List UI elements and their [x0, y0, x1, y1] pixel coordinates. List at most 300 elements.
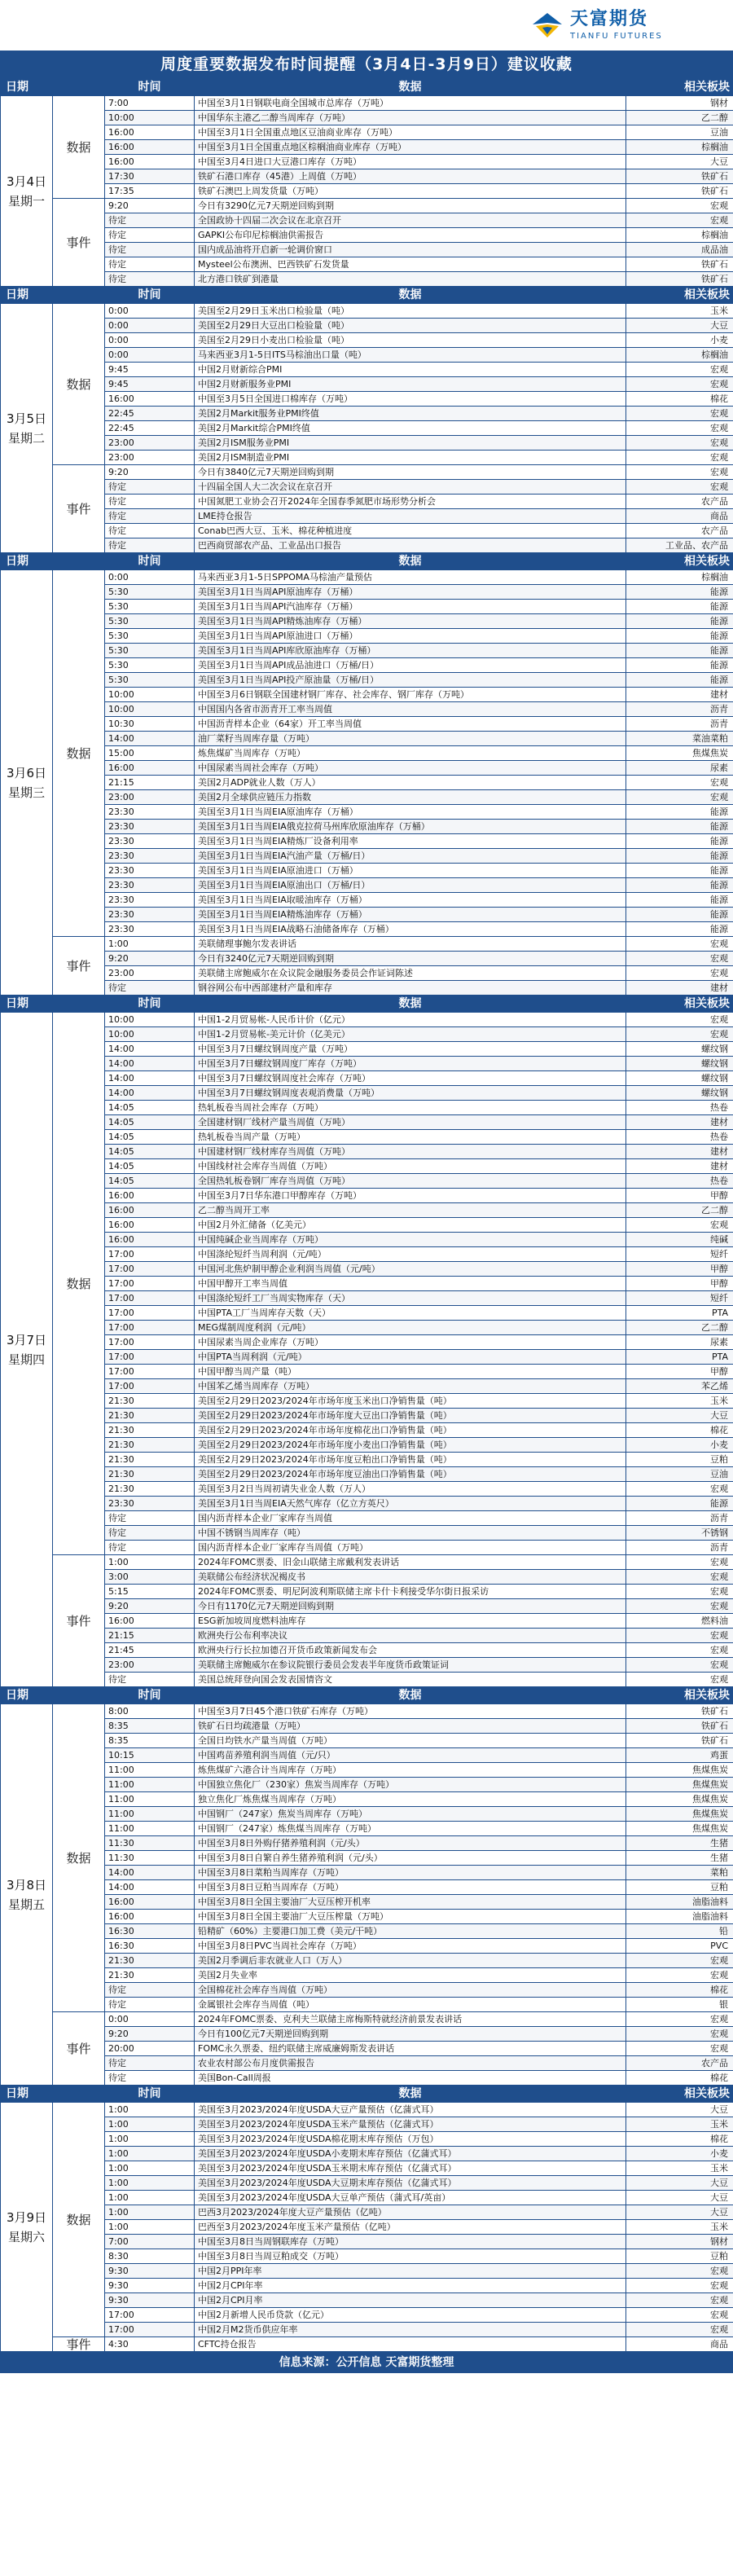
- row-data: 中国2月外汇储备（亿美元）: [195, 1218, 626, 1233]
- row-time: 17:00: [105, 2323, 195, 2337]
- row-sector: 铁矿石: [626, 257, 733, 272]
- table-row: [1, 2071, 733, 2086]
- row-data: 美国至3月1日当周EIA战略石油储备库存（万桶）: [195, 922, 626, 937]
- table-row: [1, 981, 733, 996]
- row-data: 全国热轧板卷钢厂库存当周值（万吨）: [195, 1174, 626, 1189]
- table-row: [1, 2117, 733, 2132]
- day-label: 3月9日星期六: [1, 2103, 53, 2352]
- row-data: 美国2月Markit服务业PMI终值: [195, 407, 626, 421]
- table-row: [1, 1836, 733, 1851]
- row-time: 23:00: [105, 436, 195, 451]
- row-time: 待定: [105, 495, 195, 509]
- row-data: 2024年FOMC票委、明尼阿波利斯联储主席卡什卡利接受华尔街日报采访: [195, 1585, 626, 1599]
- table-row: [1, 790, 733, 805]
- row-time: 待定: [105, 2071, 195, 2086]
- table-row: [1, 304, 733, 319]
- header-sector: 相关板块: [626, 287, 733, 304]
- row-sector: 铁矿石: [626, 1719, 733, 1734]
- row-data: 国内沥青样本企业厂家库存当周值: [195, 1511, 626, 1526]
- row-sector: 大豆: [626, 2191, 733, 2205]
- table-row: [1, 908, 733, 922]
- row-sector: 棉花: [626, 392, 733, 407]
- row-data: 国内沥青样本企业厂家库存当周值（万吨）: [195, 1541, 626, 1555]
- row-data: 热轧板卷当周产量（万吨）: [195, 1130, 626, 1145]
- row-data: 中国至3月8日全国主要油厂大豆压榨量（万吨）: [195, 1910, 626, 1924]
- row-data: 美国总统拜登向国会发表国情咨文: [195, 1673, 626, 1687]
- row-sector: PVC: [626, 1939, 733, 1954]
- table-row: [1, 1115, 733, 1130]
- row-sector: PTA: [626, 1306, 733, 1321]
- row-sector: 宏观: [626, 1570, 733, 1585]
- table-row: [1, 1939, 733, 1954]
- row-sector: 能源: [626, 908, 733, 922]
- column-header-row: [1, 2086, 733, 2103]
- row-sector: 玉米: [626, 2161, 733, 2176]
- row-time: 16:00: [105, 1189, 195, 1203]
- row-sector: 纯碱: [626, 1233, 733, 1247]
- row-data: 美国至3月1日当周EIA精炼厂设备利用率: [195, 834, 626, 849]
- row-time: 17:00: [105, 1291, 195, 1306]
- row-time: 21:30: [105, 1482, 195, 1497]
- row-time: 待定: [105, 272, 195, 287]
- table-row: [1, 1555, 733, 1570]
- row-time: 10:00: [105, 1027, 195, 1042]
- row-time: 17:35: [105, 184, 195, 199]
- table-row: [1, 614, 733, 629]
- schedule-table: [0, 78, 733, 2352]
- row-time: 14:05: [105, 1115, 195, 1130]
- row-sector: 商品: [626, 2337, 733, 2352]
- header-date: 日期: [1, 2086, 105, 2103]
- category-label: 数据: [53, 304, 105, 465]
- row-time: 8:35: [105, 1719, 195, 1734]
- row-data: 炼焦煤矿当周库存（万吨）: [195, 746, 626, 761]
- row-sector: 能源: [626, 585, 733, 600]
- row-sector: 小麦: [626, 2147, 733, 2161]
- row-sector: 宏观: [626, 465, 733, 480]
- table-row: [1, 2235, 733, 2249]
- row-time: 待定: [105, 1673, 195, 1687]
- row-data: 中国氮肥工业协会召开2024年全国春季氮肥市场形势分析会: [195, 495, 626, 509]
- row-time: 11:30: [105, 1836, 195, 1851]
- row-sector: 大豆: [626, 1409, 733, 1423]
- row-sector: 玉米: [626, 2220, 733, 2235]
- row-time: 14:00: [105, 1057, 195, 1071]
- table-row: [1, 2249, 733, 2264]
- table-row: [1, 1291, 733, 1306]
- row-data: 美国至2月29日2023/2024年市场年度玉米出口净销售量（吨）: [195, 1394, 626, 1409]
- row-sector: 焦煤焦炭: [626, 1822, 733, 1836]
- table-row: [1, 673, 733, 688]
- table-row: [1, 1983, 733, 1998]
- row-sector: 能源: [626, 805, 733, 820]
- row-data: 炼焦煤矿六港合计当周库存（万吨）: [195, 1763, 626, 1778]
- row-data: 美国至3月1日当周API投产原油量（万桶/日）: [195, 673, 626, 688]
- row-time: 11:00: [105, 1822, 195, 1836]
- row-sector: 宏观: [626, 952, 733, 966]
- header-date: 日期: [1, 79, 105, 96]
- row-sector: 宏观: [626, 2027, 733, 2042]
- table-row: [1, 333, 733, 348]
- row-data: 中国至3月7日45个港口铁矿石库存（万吨）: [195, 1704, 626, 1719]
- row-time: 16:00: [105, 1203, 195, 1218]
- row-data: 今日有3840亿元7天期逆回购到期: [195, 465, 626, 480]
- row-data: 中国至3月7日螺纹钢周度厂库存（万吨）: [195, 1057, 626, 1071]
- table-row: [1, 243, 733, 257]
- row-sector: 能源: [626, 644, 733, 658]
- row-time: 11:00: [105, 1807, 195, 1822]
- row-data: 中国至3月7日华东港口甲醇库存（万吨）: [195, 1189, 626, 1203]
- row-sector: 大豆: [626, 2205, 733, 2220]
- table-row: [1, 1482, 733, 1497]
- row-data: 美国至3月2023/2024年度USDA大豆产量预估（亿蒲式耳）: [195, 2103, 626, 2117]
- row-sector: 菜油菜粕: [626, 732, 733, 746]
- table-row: [1, 2027, 733, 2042]
- row-time: 5:15: [105, 1585, 195, 1599]
- table-row: [1, 407, 733, 421]
- row-sector: 焦煤焦炭: [626, 1778, 733, 1792]
- row-data: 乙二醇当周开工率: [195, 1203, 626, 1218]
- row-sector: 玉米: [626, 304, 733, 319]
- table-row: [1, 184, 733, 199]
- row-data: 油厂菜籽当周库存量（万吨）: [195, 732, 626, 746]
- table-row: [1, 585, 733, 600]
- row-data: 全国建材钢厂线材产量当周值（万吨）: [195, 1115, 626, 1130]
- row-sector: 螺纹钢: [626, 1086, 733, 1101]
- header-time: 时间: [105, 79, 195, 96]
- row-data: 中国至3月8日PVC当周社会库存（万吨）: [195, 1939, 626, 1954]
- table-row: [1, 1218, 733, 1233]
- row-sector: 油脂油料: [626, 1895, 733, 1910]
- table-row: [1, 1379, 733, 1394]
- table-row: [1, 893, 733, 908]
- row-data: GAPKI公布印尼棕榈油供需报告: [195, 228, 626, 243]
- row-sector: 宏观: [626, 2293, 733, 2308]
- footer-source: 信息来源：公开信息 天富期货整理: [0, 2352, 733, 2373]
- row-sector: 宏观: [626, 2264, 733, 2279]
- row-sector: 宏观: [626, 213, 733, 228]
- row-data: 美联储理事鲍尔发表讲话: [195, 937, 626, 952]
- table-row: [1, 2293, 733, 2308]
- row-time: 21:30: [105, 1453, 195, 1467]
- row-time: 23:30: [105, 893, 195, 908]
- table-row: [1, 570, 733, 585]
- table-row: [1, 1673, 733, 1687]
- row-sector: 商品: [626, 509, 733, 524]
- row-data: 美国至3月1日当周EIA精炼油库存（万桶）: [195, 908, 626, 922]
- row-data: 中国独立焦化厂（230家）焦炭当周库存（万吨）: [195, 1778, 626, 1792]
- row-data: 巴西至3月2023/2024年度玉米产量预估（亿吨）: [195, 2220, 626, 2235]
- row-data: 北方港口铁矿到港量: [195, 272, 626, 287]
- row-sector: 宏观: [626, 377, 733, 392]
- row-time: 4:30: [105, 2337, 195, 2352]
- row-sector: 沥青: [626, 1541, 733, 1555]
- table-row: [1, 1792, 733, 1807]
- row-sector: 能源: [626, 849, 733, 864]
- table-row: [1, 1585, 733, 1599]
- row-data: 美联储主席鲍威尔在参议院银行委员会发表半年度货币政策证词: [195, 1658, 626, 1673]
- row-data: 中国至3月7日螺纹钢周度社会库存（万吨）: [195, 1071, 626, 1086]
- row-sector: 宏观: [626, 2323, 733, 2337]
- row-time: 21:30: [105, 1968, 195, 1983]
- row-time: 23:30: [105, 1497, 195, 1511]
- row-data: 美国2月失业率: [195, 1968, 626, 1983]
- brand-wordmark: [570, 8, 709, 42]
- table-row: [1, 392, 733, 407]
- row-data: Mysteel公布澳洲、巴西铁矿石发货量: [195, 257, 626, 272]
- row-sector: 宏观: [626, 436, 733, 451]
- page-title: 周度重要数据发布时间提醒（3月4日-3月9日）建议收藏: [0, 51, 733, 78]
- row-time: 16:00: [105, 1910, 195, 1924]
- table-row: [1, 864, 733, 878]
- row-data: 美国至2月29日大豆出口检验量（吨）: [195, 319, 626, 333]
- row-data: 巴西3月2023/2024年度大豆产量预估（亿吨）: [195, 2205, 626, 2220]
- row-time: 23:30: [105, 878, 195, 893]
- table-row: [1, 1042, 733, 1057]
- table-row: [1, 1057, 733, 1071]
- row-data: 中国至3月7日螺纹钢周度产量（万吨）: [195, 1042, 626, 1057]
- row-data: 中国至3月8日自繁自养生猪养殖利润（元/头）: [195, 1851, 626, 1866]
- row-sector: 尿素: [626, 761, 733, 776]
- table-row: [1, 199, 733, 213]
- row-sector: 棉花: [626, 1423, 733, 1438]
- row-sector: 苯乙烯: [626, 1379, 733, 1394]
- row-time: 待定: [105, 1511, 195, 1526]
- table-row: [1, 2205, 733, 2220]
- row-sector: 豆粕: [626, 1453, 733, 1467]
- row-sector: 宏观: [626, 1954, 733, 1968]
- table-row: [1, 805, 733, 820]
- table-row: [1, 1778, 733, 1792]
- row-sector: 建材: [626, 981, 733, 996]
- table-row: [1, 2220, 733, 2235]
- row-data: 中国线材社会库存当周值（万吨）: [195, 1159, 626, 1174]
- row-data: 美国至3月1日当周EIA原油出口（万桶/日）: [195, 878, 626, 893]
- table-row: [1, 2337, 733, 2352]
- row-time: 21:45: [105, 1643, 195, 1658]
- day-label: 3月5日星期二: [1, 304, 53, 553]
- row-sector: 宏观: [626, 1968, 733, 1983]
- row-sector: 生猪: [626, 1851, 733, 1866]
- table-row: [1, 348, 733, 363]
- row-data: 中国至3月8日当周豆粕成交（万吨）: [195, 2249, 626, 2264]
- row-data: 中国至3月1日钢联电商全国城市总库存（万吨）: [195, 96, 626, 111]
- row-sector: 螺纹钢: [626, 1042, 733, 1057]
- row-time: 待定: [105, 509, 195, 524]
- table-row: [1, 1467, 733, 1482]
- row-time: 17:00: [105, 1335, 195, 1350]
- brand-name-cn: 天富期货: [570, 9, 649, 29]
- table-row: [1, 1145, 733, 1159]
- row-sector: 宏观: [626, 1013, 733, 1027]
- table-row: [1, 1541, 733, 1555]
- table-row: [1, 1629, 733, 1643]
- header-data: 数据: [195, 996, 626, 1013]
- table-row: [1, 1719, 733, 1734]
- row-sector: 玉米: [626, 2117, 733, 2132]
- table-row: [1, 1851, 733, 1866]
- row-sector: 建材: [626, 688, 733, 702]
- row-data: 美国至2月29日2023/2024年市场年度豆粕出口净销售量（吨）: [195, 1453, 626, 1467]
- row-data: 今日有100亿元7天期逆回购到期: [195, 2027, 626, 2042]
- table-row: [1, 820, 733, 834]
- row-data: 美国2月季调后非农就业人口（万人）: [195, 1954, 626, 1968]
- table-row: [1, 2191, 733, 2205]
- category-label: 数据: [53, 1013, 105, 1555]
- row-data: LME持仓报告: [195, 509, 626, 524]
- table-row: [1, 1734, 733, 1748]
- row-sector: 能源: [626, 820, 733, 834]
- row-sector: 宏观: [626, 480, 733, 495]
- row-time: 1:00: [105, 1555, 195, 1570]
- row-time: 9:20: [105, 465, 195, 480]
- row-sector: PTA: [626, 1350, 733, 1365]
- row-sector: 宏观: [626, 1555, 733, 1570]
- row-sector: 建材: [626, 1115, 733, 1130]
- row-data: 美国至2月29日小麦出口检验量（吨）: [195, 333, 626, 348]
- table-row: [1, 509, 733, 524]
- row-data: 农业农村部公布月度供需报告: [195, 2056, 626, 2071]
- row-data: 美国至2月29日2023/2024年市场年度小麦出口净销售量（吨）: [195, 1438, 626, 1453]
- category-label: 数据: [53, 96, 105, 199]
- row-sector: 宏观: [626, 1585, 733, 1599]
- row-sector: 铁矿石: [626, 169, 733, 184]
- table-row: [1, 1306, 733, 1321]
- header-time: 时间: [105, 1687, 195, 1704]
- row-sector: 热卷: [626, 1174, 733, 1189]
- row-sector: 乙二醇: [626, 111, 733, 125]
- header-date: 日期: [1, 996, 105, 1013]
- row-data: FOMC永久票委、纽约联储主席威廉姆斯发表讲话: [195, 2042, 626, 2056]
- row-time: 14:05: [105, 1145, 195, 1159]
- header-date: 日期: [1, 553, 105, 570]
- row-data: 中国1-2月贸易帐-美元计价（亿美元）: [195, 1027, 626, 1042]
- row-data: 国内成品油将开启新一轮调价窗口: [195, 243, 626, 257]
- row-data: 欧洲央行行长拉加德召开货币政策新闻发布会: [195, 1643, 626, 1658]
- table-row: [1, 2323, 733, 2337]
- row-sector: 宏观: [626, 966, 733, 981]
- row-time: 17:30: [105, 169, 195, 184]
- row-data: 美联储公布经济状况褐皮书: [195, 1570, 626, 1585]
- day-label: 3月4日星期一: [1, 96, 53, 287]
- table-row: [1, 1526, 733, 1541]
- table-row: [1, 776, 733, 790]
- row-data: 美国至3月1日当周EIA天然气库存（亿立方英尺）: [195, 1497, 626, 1511]
- table-row: [1, 952, 733, 966]
- table-row: [1, 1763, 733, 1778]
- category-label: 事件: [53, 465, 105, 553]
- row-time: 21:15: [105, 1629, 195, 1643]
- row-time: 16:30: [105, 1924, 195, 1939]
- row-data: 铅精矿（60%）主要港口加工费（美元/干吨）: [195, 1924, 626, 1939]
- table-row: [1, 1968, 733, 1983]
- row-data: 铁矿石澳巴上周发货量（万吨）: [195, 184, 626, 199]
- column-header-row: [1, 287, 733, 304]
- row-time: 9:20: [105, 1599, 195, 1614]
- row-data: 中国2月CPI年率: [195, 2279, 626, 2293]
- table-row: [1, 1880, 733, 1895]
- row-sector: 短纤: [626, 1247, 733, 1262]
- row-time: 待定: [105, 538, 195, 553]
- row-data: 中国纯碱企业当周库存（万吨）: [195, 1233, 626, 1247]
- table-row: [1, 922, 733, 937]
- row-time: 17:00: [105, 2308, 195, 2323]
- row-sector: 工业品、农产品: [626, 538, 733, 553]
- row-data: 中国苯乙烯当周库存（万吨）: [195, 1379, 626, 1394]
- table-row: [1, 1130, 733, 1145]
- row-time: 0:00: [105, 348, 195, 363]
- row-data: 美国至3月2023/2024年度USDA大豆单产预估（蒲式耳/英亩）: [195, 2191, 626, 2205]
- row-sector: 甲醇: [626, 1277, 733, 1291]
- row-time: 9:45: [105, 363, 195, 377]
- row-time: 14:00: [105, 1071, 195, 1086]
- row-data: 中国2月PPI年率: [195, 2264, 626, 2279]
- table-row: [1, 155, 733, 169]
- row-time: 16:00: [105, 1895, 195, 1910]
- row-data: 美国至2月29日2023/2024年市场年度棉花出口净销售量（吨）: [195, 1423, 626, 1438]
- row-data: 中国鸡苗养殖利润当周值（元/只）: [195, 1748, 626, 1763]
- row-data: 今日有3240亿元7天期逆回购到期: [195, 952, 626, 966]
- row-time: 17:00: [105, 1277, 195, 1291]
- table-row: [1, 319, 733, 333]
- row-sector: 农产品: [626, 2056, 733, 2071]
- row-sector: 棕榈油: [626, 228, 733, 243]
- row-sector: 铁矿石: [626, 272, 733, 287]
- category-label: 事件: [53, 2337, 105, 2352]
- row-time: 7:00: [105, 96, 195, 111]
- row-sector: 能源: [626, 673, 733, 688]
- row-sector: 宏观: [626, 1482, 733, 1497]
- table-row: [1, 1570, 733, 1585]
- row-sector: 铁矿石: [626, 184, 733, 199]
- row-data: 中国至3月8日全国主要油厂大豆压榨开机率: [195, 1895, 626, 1910]
- row-sector: 油脂油料: [626, 1910, 733, 1924]
- row-time: 1:00: [105, 2117, 195, 2132]
- table-row: [1, 2056, 733, 2071]
- row-time: 10:00: [105, 111, 195, 125]
- table-row: [1, 1423, 733, 1438]
- table-row: [1, 2308, 733, 2323]
- table-row: [1, 1497, 733, 1511]
- row-data: 中国沥青样本企业（64家）开工率当周值: [195, 717, 626, 732]
- row-data: 美国至3月1日当周API汽油库存（万桶）: [195, 600, 626, 614]
- row-sector: 宏观: [626, 363, 733, 377]
- table-row: [1, 2279, 733, 2293]
- table-row: [1, 1233, 733, 1247]
- brand-logo-icon: [531, 11, 564, 39]
- row-data: 美国至3月1日当周EIA俄克拉荷马州库欣原油库存（万桶）: [195, 820, 626, 834]
- row-time: 16:00: [105, 1614, 195, 1629]
- row-data: 中国钢厂（247家）炼焦煤当周库存（万吨）: [195, 1822, 626, 1836]
- row-sector: 能源: [626, 629, 733, 644]
- row-sector: 宏观: [626, 1643, 733, 1658]
- row-time: 14:00: [105, 732, 195, 746]
- row-data: 美国至2月29日玉米出口检验量（吨）: [195, 304, 626, 319]
- row-time: 11:30: [105, 1851, 195, 1866]
- row-time: 16:30: [105, 1939, 195, 1954]
- row-time: 21:30: [105, 1423, 195, 1438]
- row-time: 1:00: [105, 2161, 195, 2176]
- row-data: 美国至3月1日当周EIA取暖油库存（万桶）: [195, 893, 626, 908]
- row-sector: 生猪: [626, 1836, 733, 1851]
- row-time: 9:30: [105, 2264, 195, 2279]
- row-time: 14:05: [105, 1174, 195, 1189]
- table-row: [1, 966, 733, 981]
- table-row: [1, 125, 733, 140]
- row-sector: 农产品: [626, 524, 733, 538]
- row-time: 9:20: [105, 2027, 195, 2042]
- row-sector: 焦煤焦炭: [626, 1763, 733, 1778]
